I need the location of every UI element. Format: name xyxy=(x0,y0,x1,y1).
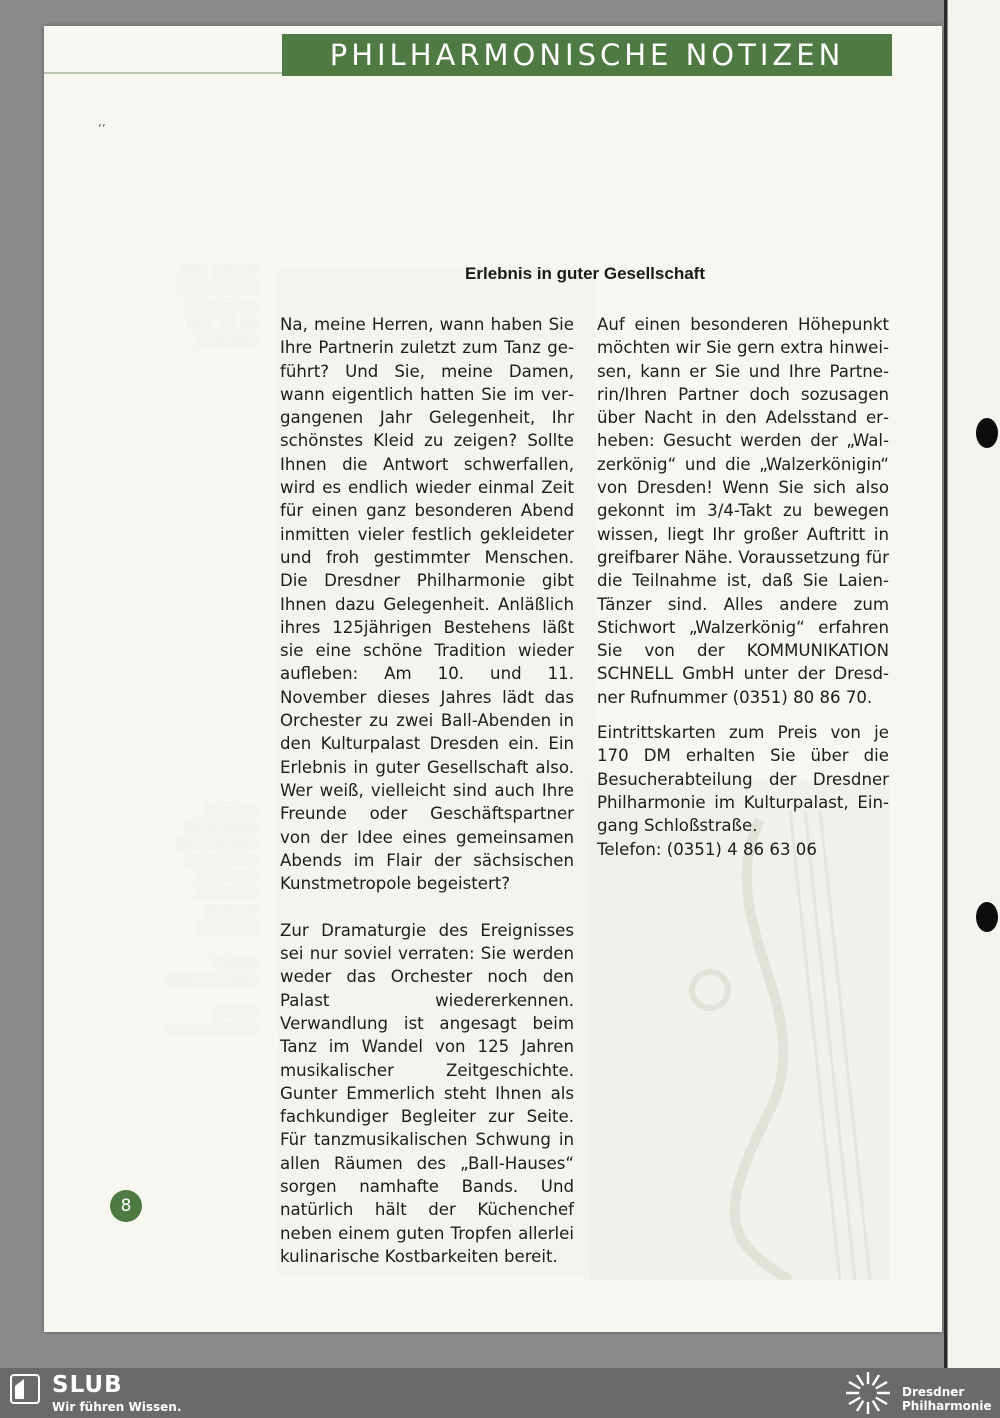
show-through-text: ░░░░░░ ░░░░░░░░ ░░░░░░░░░ ░░░░░░░░ ░░░░░░░ ░░░░░░░ ░░░░░░ ░░░░░░░ ░░░░░ ░░░░░░░░░░ ░░░░░ ░░░░░░░░░░ xyxy=(165,801,258,1037)
partner-name-line2: Philharmonie xyxy=(902,1399,992,1413)
adjacent-page-edge xyxy=(948,0,1000,1368)
article-paragraph: Zur Dramaturgie des Ereignisses sei nur soviel verraten: Sie werden weder das Orchester noch den Palast wiedererkennen. Verwandlung ist angesagt beim Tanz im Wandel von 125 Jahren musikalischer Zeitgeschichte. Gunter Emmerlich steht Ihnen als fachkundiger Begleiter zur Seite. Für tanzmusikalischen Schwung in allen Räumen des „Ball-Hauses“ sorgen namhafte Bands. Und natürlich hält der Küchenchef neben einem guten Tropfen allerlei kulinarische Kostbarkeiten bereit. xyxy=(280,920,574,1266)
article-column-left xyxy=(280,313,574,1268)
punch-hole-icon xyxy=(976,902,998,932)
article-paragraph: Eintrittskarten zum Preis von je 170 DM erhalten Sie über die Besucherabteilung der Dresdner Philharmonie im Kulturpalast, Eingang Schloßstraße. xyxy=(597,723,889,836)
page-number: 8 xyxy=(110,1190,142,1222)
scan-mark: ’’ xyxy=(98,122,106,136)
partner-name-line1: Dresdner xyxy=(902,1385,965,1399)
show-through-text: ░░░ ░░░░░ ░░░░░░░░░ ░░░░░░░░ ░░░ ░░ ░░ ░░░░░░░ xyxy=(175,263,258,346)
header-rule xyxy=(44,72,282,74)
library-tagline: Wir führen Wissen. xyxy=(52,1400,182,1414)
punch-hole-icon xyxy=(976,418,998,448)
phone-number: Telefon: (0351) 4 86 63 06 xyxy=(597,839,817,859)
article-paragraph: Auf einen besonderen Höhepunkt möchten wir Sie gern extra hinweisen, kann er Sie und Ihre Partnerin/Ihren Partner doch sozusagen über Nacht in den Adelsstand erheben: Gesucht werden der „Walzerkönig“ und die „Walzerkönigin“ von Dresden! Wenn Sie sich also gekonnt im 3/4-Takt zu bewegen wissen, liegt Ihr großer Auftritt in greifbarer Nähe. Voraussetzung für die Teilnahme ist, daß Sie Laien-Tänzer sind. Alles andere zum Stichwort „Walzerkönig“ erfahren Sie von der KOMMUNIKATION SCHNELL GmbH unter der Dresdner Rufnummer (0351) 80 86 70. xyxy=(597,315,889,707)
dresdner-philharmonie-logo-icon xyxy=(842,1370,894,1416)
section-header: PHILHARMONISCHE NOTIZEN xyxy=(282,34,892,76)
article-title: Erlebnis in guter Gesellschaft xyxy=(465,264,705,283)
page-gutter xyxy=(944,0,947,1368)
article-column-right xyxy=(597,313,889,861)
library-name: SLUB xyxy=(52,1372,123,1398)
article-paragraph: Na, meine Herren, wann haben Sie Ihre Partnerin zuletzt zum Tanz geführt? Und Sie, meine Damen, wann eigentlich hatten Sie im vergangenen Jahr Gelegenheit, Ihr schönstes Kleid zu zeigen? Sollte Ihnen die Antwort schwerfallen, wird es endlich wieder einmal Zeit für einen ganz besonderen Abend inmitten vieler festlich gekleideter und froh gestimmter Menschen. Die Dresdner Philharmonie gibt Ihnen dazu Gelegenheit. Anläßlich ihres 125jährigen Bestehens läßt sie eine schöne Tradition wieder aufleben: Am 10. und 11. November dieses Jahres lädt das Orchester zu zwei Ball-Abenden in den Kulturpalast Dresden ein. Ein Erlebnis in guter Gesellschaft also. Wer weiß, vielleicht sind auch Ihre Freunde oder Geschäftspartner von der Idee eines gemeinsamen Abends im Flair der sächsischen Kunstmetropole begeistert? xyxy=(280,315,574,894)
slub-logo-icon xyxy=(10,1374,40,1404)
